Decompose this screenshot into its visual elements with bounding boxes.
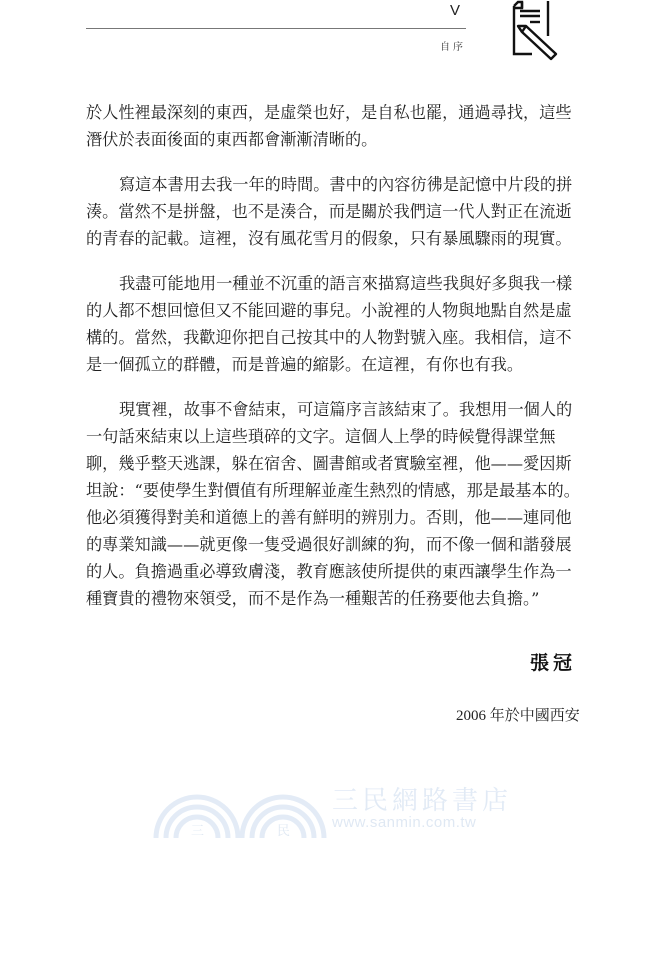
text-line: 現實裡，故事不會結束，可這篇序言該結束了。我想用一個人的: [119, 400, 573, 419]
watermark-char: 三: [191, 824, 205, 839]
text-line: 種寶貴的禮物來領受，而不是作為一種艱苦的任務要他去負擔。”: [86, 589, 540, 608]
text-line: 坦說：“要使學生對價值有所理解並產生熱烈的情感，那是最基本的。: [86, 481, 580, 500]
page-number: V: [449, 2, 460, 19]
dateline: 2006 年於中國西安: [456, 708, 580, 724]
watermark-char: 民: [277, 824, 291, 839]
text-line: 潛伏於表面後面的東西都會漸漸清晰的。: [86, 130, 378, 149]
author-signature: 張冠: [530, 652, 577, 674]
sanmin-watermark: [152, 780, 512, 840]
text-line: 於人性裡最深刻的東西，是虛榮也好，是自私也罷，通過尋找，這些: [86, 103, 572, 122]
text-line: 構的。當然，我歡迎你把自己按其中的人物對號入座。我相信，這不: [86, 328, 572, 347]
text-line: 的人都不想回憶但又不能回避的事兒。小說裡的人物與地點自然是虛: [86, 301, 572, 320]
preface-body: [86, 99, 626, 630]
running-head: 自序: [440, 42, 466, 53]
text-line: 的專業知識——就更像一隻受過很好訓練的狗，而不像一個和諧發展: [86, 535, 572, 554]
watermark-url: www.sanmin.com.tw: [332, 814, 477, 831]
text-line: 我盡可能地用一種並不沉重的語言來描寫這些我與好多與我一樣: [119, 274, 573, 293]
header-rule: [86, 28, 466, 29]
paragraph-2: [86, 171, 626, 252]
paragraph-1: [86, 99, 626, 153]
text-line: 的青春的記載。這裡，沒有風花雪月的假象，只有暴風驟雨的現實。: [86, 229, 572, 248]
arch-logo-icon: [152, 780, 332, 840]
text-line: 他必須獲得對美和道德上的善有鮮明的辨別力。否則，他——連同他: [86, 508, 572, 527]
watermark-title: 三民網路書店: [332, 786, 513, 816]
paragraph-3: [86, 270, 626, 378]
text-line: 是一個孤立的群體，而是普遍的縮影。在這裡，有你也有我。: [86, 355, 524, 374]
text-line: 寫這本書用去我一年的時間。書中的內容彷彿是記憶中片段的拼: [119, 175, 573, 194]
text-line: 一句話來結束以上這些瑣碎的文字。這個人上學的時候覺得課堂無: [86, 427, 556, 446]
text-line: 聊，幾乎整天逃課，躲在宿舍、圖書館或者實驗室裡，他——愛因斯: [86, 454, 572, 473]
text-line: 的人。負擔過重必導致膚淺，教育應該使所提供的東西讓學生作為一: [86, 562, 572, 581]
document-pencil-icon: [506, 0, 562, 62]
paragraph-4: [86, 396, 626, 612]
text-line: 湊。當然不是拼盤，也不是湊合，而是關於我們這一代人對正在流逝: [86, 202, 572, 221]
